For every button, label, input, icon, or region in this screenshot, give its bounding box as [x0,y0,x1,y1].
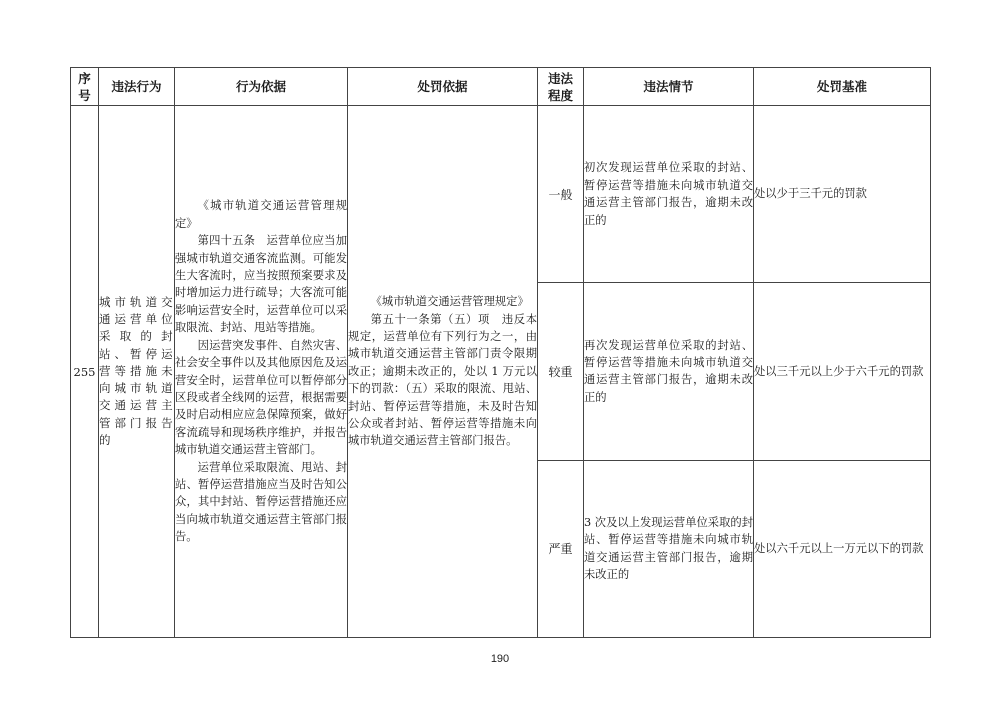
table-row [71,106,931,283]
row-seq: 255 [71,106,99,638]
basis-regulation-title: 《城市轨道交通运营管理规定》 [175,199,347,230]
penalty-standard-table [70,67,931,638]
circumstance-serious: 再次发现运营单位采取的封站、暂停运营等措施未向城市轨道交通运营主管部门报告，逾期未改正的 [584,283,754,460]
header-row [71,68,931,106]
header-seq: 序号 [71,68,99,106]
page-number: 190 [490,653,510,665]
penalty-article-body: 第五十一条第（五）项 违反本规定，运营单位有下列行为之一，由城市轨道交通运营主管部门责令限期改正；逾期未改正的，处以 1 万元以下的罚款：（五）采取的限流、甩站、封站、暂停运营等措施，未及时告知公众或者封站、暂停运营等措施未向城市轨道交通运营主管部门报告。 [348,312,537,448]
header-degree: 违法程度 [538,68,584,106]
row-violation-act: 城市轨道交通运营单位采取的封站、暂停运营等措施未向城市轨道交通运营主管部门报告的 [99,106,175,638]
basis-article-p2: 因运营突发事件、自然灾害、社会安全事件以及其他原因危及运营安全时，运营单位可以暂停部分区段或者全线网的运营，根据需要及时启动相应应急保障预案，做好客流疏导和现场秩序维护，并报告城市轨道交通运营主管部门。 [175,338,347,457]
header-circumstance: 违法情节 [584,68,754,106]
standard-general: 处以少于三千元的罚款 [754,106,931,283]
standard-severe: 处以六千元以上一万元以下的罚款 [754,460,931,637]
header-penalty-basis: 处罚依据 [348,68,538,106]
penalty-regulation-title: 《城市轨道交通运营管理规定》 [370,295,529,309]
basis-article-p1: 第四十五条 运营单位应当加强城市轨道交通客流监测。可能发生大客流时，应当按照预案要求及时增加运力进行疏导；大客流可能影响运营安全时，运营单位可以采取限流、封站、甩站等措施。 [175,234,347,335]
circumstance-severe: 3 次及以上发现运营单位采取的封站、暂停运营等措施未向城市轨道交通运营主管部门报告，逾期未改正的 [584,460,754,637]
basis-article-p3: 运营单位采取限流、甩站、封站、暂停运营措施应当及时告知公众，其中封站、暂停运营措施还应当向城市轨道交通运营主管部门报告。 [175,460,347,544]
degree-serious: 较重 [538,283,584,460]
header-basis: 行为依据 [175,68,348,106]
row-penalty-basis [348,106,538,638]
header-act: 违法行为 [99,68,175,106]
degree-severe: 严重 [538,460,584,637]
circumstance-general: 初次发现运营单位采取的封站、暂停运营等措施未向城市轨道交通运营主管部门报告，逾期未改正的 [584,106,754,283]
standard-serious: 处以三千元以上少于六千元的罚款 [754,283,931,460]
row-act-basis [175,106,348,638]
header-standard: 处罚基准 [754,68,931,106]
degree-general: 一般 [538,106,584,283]
